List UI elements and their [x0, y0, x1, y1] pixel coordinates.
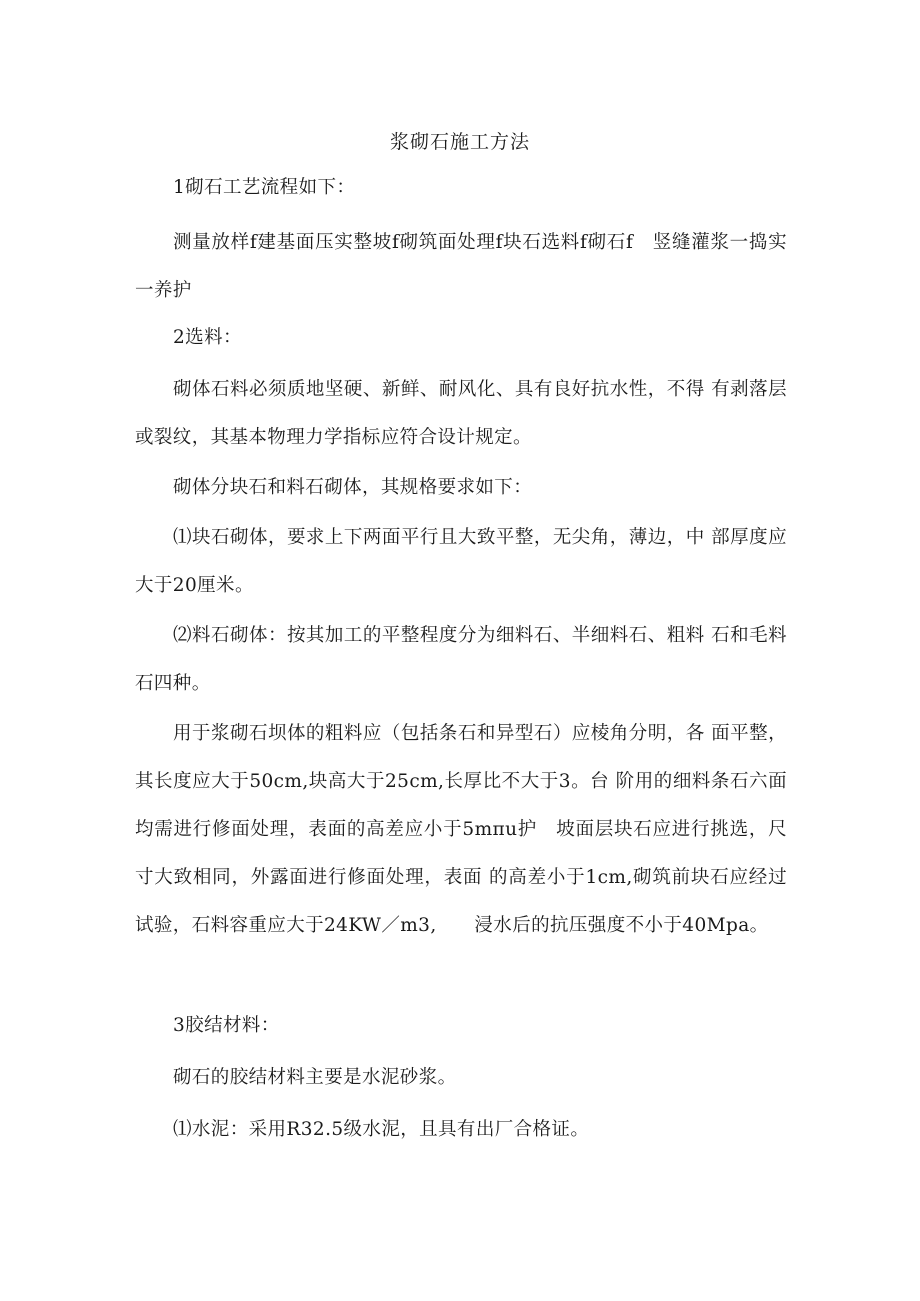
- paragraph-binder-mortar: 砌石的胶结材料主要是水泥砂浆。: [173, 1067, 457, 1088]
- paragraph-process-heading: 1砌石工艺流程如下：: [173, 177, 356, 198]
- paragraph-dam-stone-requirements: 用于浆砌石坝体的粗料应（包括条石和异型石）应棱角分明，各 面平整，其长度应大于50cm,块高大于25cm,长厚比不大于3。台 阶用的细料条石六面均需进行修面处理，表面的高差应小于5mπu护 坡面层块石应进行挑选，尺寸大致相同，外露面进行修面处理，表面 的高差小于1cm,砌筑前块石应经过试验，石料容重应大于24KW／m3, 浸水后的抗压强度不小于40Mpa。: [135, 723, 787, 936]
- paragraph-block-stone: ⑴块石砌体，要求上下两面平行且大致平整，无尖角，薄边，中 部厚度应大于20厘米。: [135, 527, 787, 596]
- paragraph-stone-quality: 砌体石料必须质地坚硬、新鲜、耐风化、具有良好抗水性，不得 有剥落层或裂纹，其基本物理力学指标应符合设计规定。: [135, 379, 787, 448]
- paragraph-ashlar-stone: ⑵料石砌体：按其加工的平整程度分为细料石、半细料石、粗料 石和毛料石四种。: [135, 625, 787, 694]
- paragraph-cement: ⑴水泥：采用R32.5级水泥，且具有出厂合格证。: [173, 1119, 590, 1140]
- paragraph-process-flow: 测量放样f建基面压实整坡f砌筑面处理f块石选料f砌石f 竖缝灌浆一捣实一养护: [135, 232, 787, 301]
- paragraph-material-heading: 2选料：: [173, 327, 242, 348]
- page-title: 浆砌石施工方法: [389, 131, 530, 153]
- paragraph-binder-heading: 3胶结材料：: [173, 1015, 280, 1036]
- paragraph-masonry-types: 砌体分块石和料石砌体，其规格要求如下：: [173, 477, 533, 498]
